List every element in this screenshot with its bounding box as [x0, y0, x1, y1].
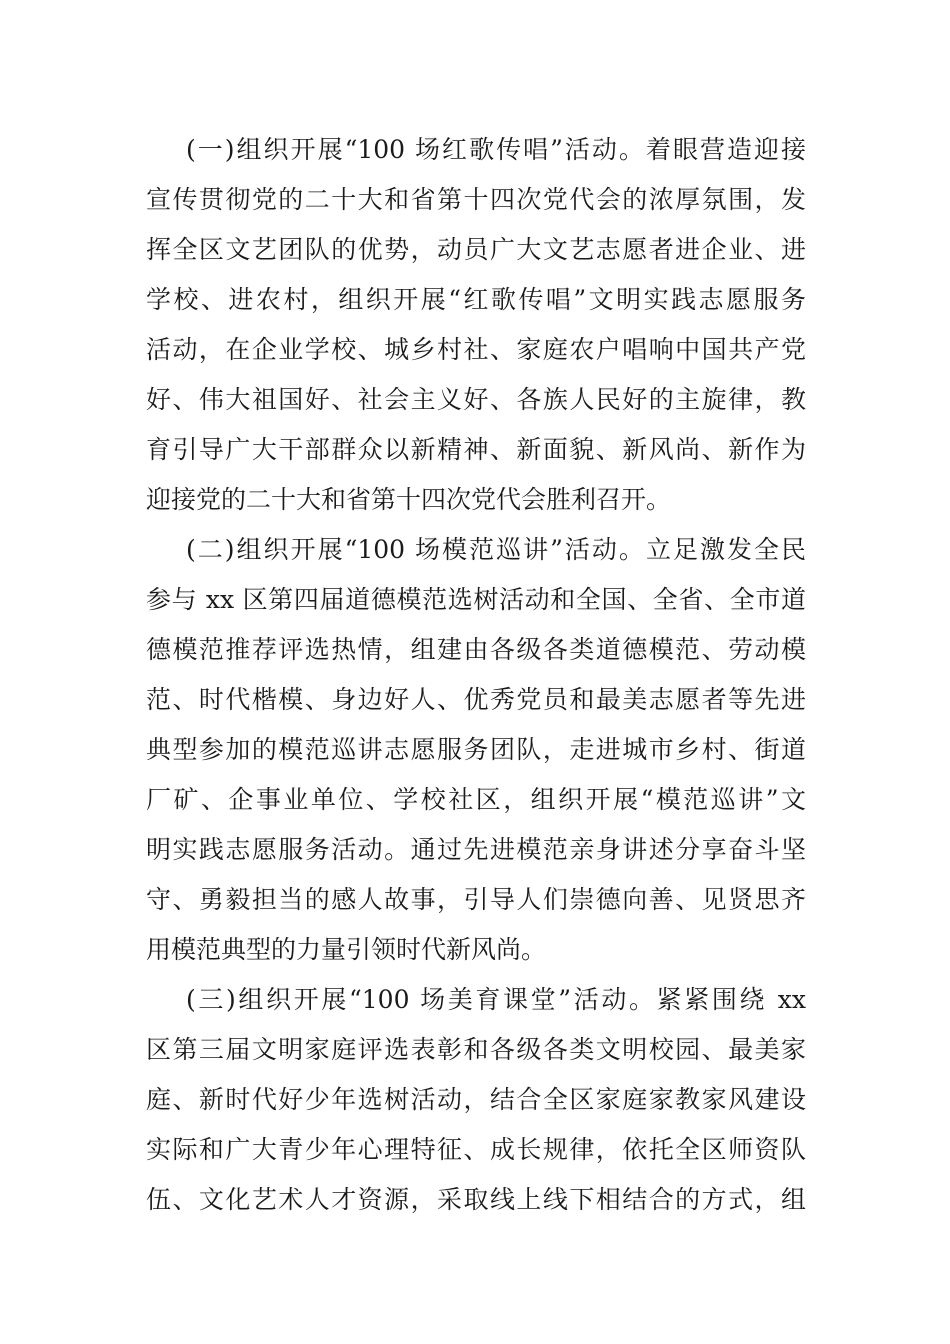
paragraph-2-line-1: (二)组织开展“100 场模范巡讲”活动。立足激发全民 [186, 535, 806, 564]
paragraph-1-line-6: 好、伟大祖国好、社会主义好、各族人民好的主旋律，教 [146, 385, 806, 414]
paragraph-3-line-5: 伍、文化艺术人才资源，采取线上线下相结合的方式，组 [146, 1185, 806, 1214]
paragraph-1-line-3: 挥全区文艺团队的优势，动员广大文艺志愿者进企业、进 [146, 235, 806, 264]
paragraph-3-line-2: 区第三届文明家庭评选表彰和各级各类文明校园、最美家 [146, 1035, 806, 1064]
paragraph-3-line-1: (三)组织开展“100 场美育课堂”活动。紧紧围绕 xx [186, 985, 806, 1014]
paragraph-3-line-3: 庭、新时代好少年选树活动，结合全区家庭家教家风建设 [146, 1085, 806, 1114]
paragraph-2-line-2: 参与 xx 区第四届道德模范选树活动和全国、全省、全市道 [146, 585, 806, 614]
paragraph-1-line-7: 育引导广大干部群众以新精神、新面貌、新风尚、新作为 [146, 435, 806, 464]
paragraph-2-line-5: 典型参加的模范巡讲志愿服务团队，走进城市乡村、街道 [146, 735, 806, 764]
paragraph-2-line-9: 用模范典型的力量引领时代新风尚。 [146, 935, 547, 964]
paragraph-3-line-4: 实际和广大青少年心理特征、成长规律，依托全区师资队 [146, 1135, 806, 1164]
paragraph-2-line-7: 明实践志愿服务活动。通过先进模范亲身讲述分享奋斗坚 [146, 835, 806, 864]
paragraph-2-line-8: 守、勇毅担当的感人故事，引导人们崇德向善、见贤思齐 [146, 885, 806, 914]
paragraph-1-line-2: 宣传贯彻党的二十大和省第十四次党代会的浓厚氛围，发 [146, 185, 806, 214]
paragraph-1-line-8: 迎接党的二十大和省第十四次党代会胜利召开。 [146, 485, 672, 514]
paragraph-1-line-4: 学校、进农村，组织开展“红歌传唱”文明实践志愿服务 [146, 285, 806, 314]
paragraph-1-line-1: (一)组织开展“100 场红歌传唱”活动。着眼营造迎接 [186, 135, 806, 164]
paragraph-2-line-6: 厂矿、企事业单位、学校社区，组织开展“模范巡讲”文 [146, 785, 806, 814]
paragraph-1-line-5: 活动，在企业学校、城乡村社、家庭农户唱响中国共产党 [146, 335, 806, 364]
paragraph-2-line-3: 德模范推荐评选热情，组建由各级各类道德模范、劳动模 [146, 635, 806, 664]
paragraph-2-line-4: 范、时代楷模、身边好人、优秀党员和最美志愿者等先进 [146, 685, 806, 714]
